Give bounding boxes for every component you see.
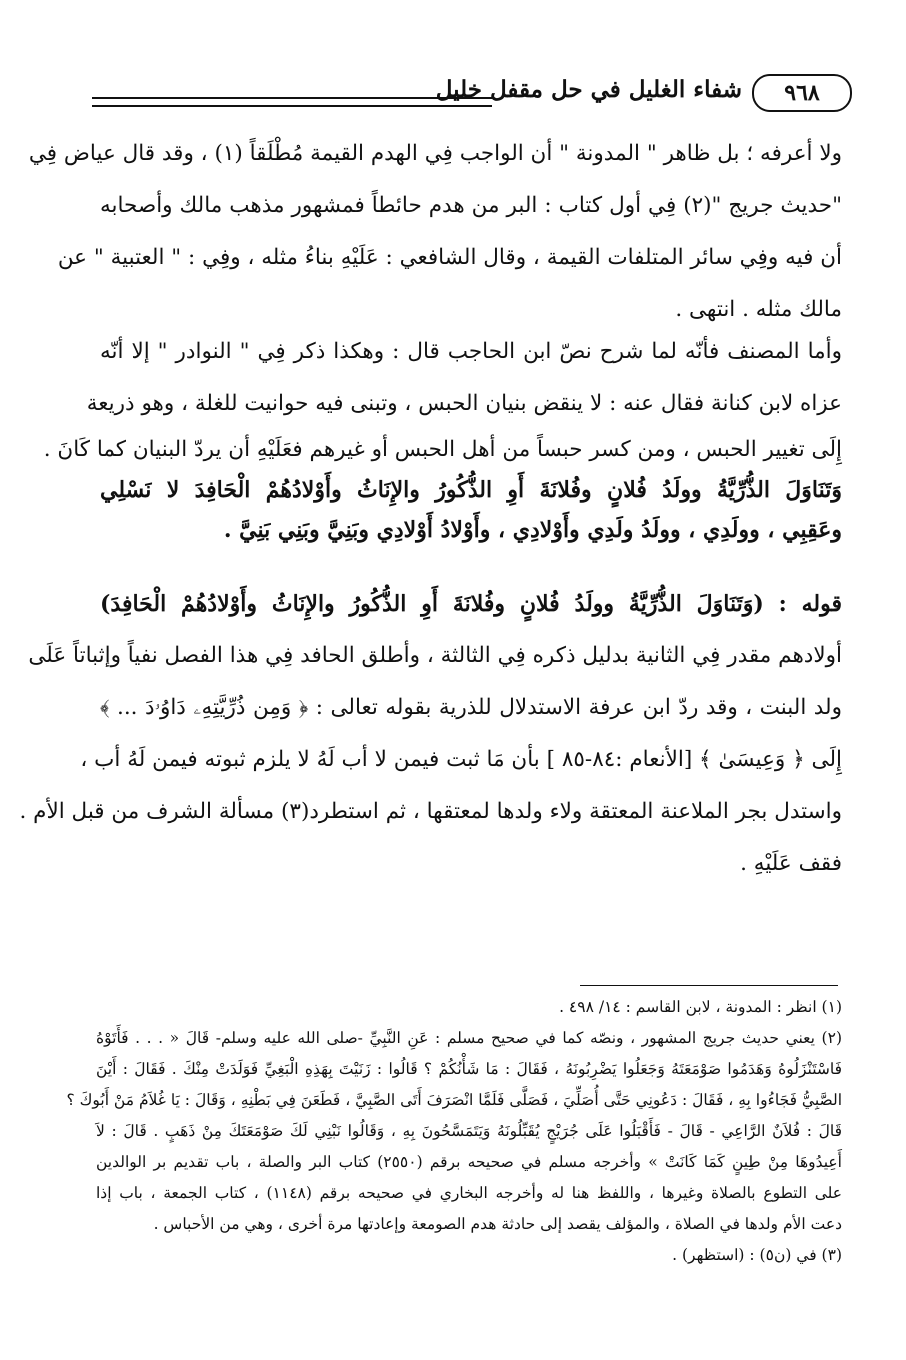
text-line: ولد البنت ، وقد ردّ ابن عرفة الاستدلال للذرية بقوله تعالى : ﴿ وَمِن ذُرِّيَّتِهِۦ دَاوُۥدَ ... ﴾ — [100, 695, 842, 720]
text-line: مالك مثله . انتهى . — [675, 297, 842, 322]
footnote-line: (٣) في (ن٥) : (استظهر) . — [672, 1246, 842, 1264]
text-line: ولا أعرفه ؛ بل ظاهر " المدونة " أن الواجب فِي الهدم القيمة مُطْلَقاً (١) ، وقد قال عياض فِي — [28, 141, 842, 166]
text-line: قوله : (وَتَنَاوَلَ الذُّرِّيَّةُ وولَدُ فُلانٍ وفُلانَةَ أَوِ الذُّكُورُ والإِنَاثُ وأَوْلادُهُمْ الْحَافِدَ) — [100, 591, 842, 617]
text-line: فقف عَلَيْهِ . — [740, 851, 842, 876]
paragraph-3 — [19, 578, 842, 890]
footnote-line: (١) انظر : المدونة ، لابن القاسم : ١٤/ ٤٩٨ . — [559, 998, 842, 1016]
text-line: أولادهم مقدر فِي الثانية بدليل ذكره فِي الثالثة ، وأطلق الحافد فِي هذا الفصل نفياً وإثباتاً عَلَى — [28, 643, 842, 668]
page-number-badge — [752, 74, 852, 112]
footnotes — [66, 992, 842, 1271]
header-rule — [92, 97, 492, 107]
text-line: إِلَى تغيير الحبس ، ومن كسر حبساً من أهل الحبس أو غيرهم فعَلَيْهِ أن يردّ البنيان كما كَانَ . — [43, 437, 842, 462]
footnote-rule — [580, 985, 838, 986]
text-line: إِلَى ﴿ وَعِيسَىٰ ﴾ [الأنعام :٨٤-٨٥ ] بأن مَا ثبت فيمن لا أب لَهُ لا يلزم ثبوته فيمن لَهُ أب ، — [80, 747, 842, 772]
paragraph-2 — [43, 326, 842, 550]
text-line: عزاه لابن كنانة فقال عنه : لا ينقض بنيان الحبس ، وتبنى فيه حوانيت للغلة ، وهو ذريعة — [86, 391, 842, 416]
text-line: "حديث جريج "(٢) فِي أول كتاب : البر من هدم حائطاً فمشهور مذهب مالك وأصحابه — [100, 193, 842, 218]
text-line: وأما المصنف فأنّه لما شرح نصّ ابن الحاجب قال : وهكذا ذكر فِي " النوادر " إلا أنّه — [100, 339, 842, 364]
paragraph-1 — [28, 128, 842, 336]
footnote-line: فَاسْتَنْزَلُوهُ وَهَدَمُوا صَوْمَعَتَهُ وَجَعَلُوا يَضْرِبُونَهُ ، فَقَالَ : مَا شَأْنُكُمْ ؟ قَالُوا : زَنَيْتَ بِهَذِهِ الْبَغِيِّ فَوَلَدَتْ مِنْكَ . فَقَالَ : أَيْنَ — [96, 1060, 842, 1078]
text-line: واستدل بجر الملاعنة المعتقة ولاء ولدها لمعتقها ، ثم استطرد(٣) مسألة الشرف من قبل الأم . — [19, 799, 842, 824]
footnote-line: (٢) يعني حديث جريج المشهور ، ونصّه كما في صحيح مسلم : عَنِ النَّبِيِّ -صلى الله عليه وسلم- قَالَ « . . . فَأَتَوْهُ — [96, 1029, 842, 1047]
text-line: أن فيه وفِي سائر المتلفات القيمة ، وقال الشافعي : عَلَيْهِ بناءُ مثله ، وفِي : " العتبية " عن — [57, 245, 842, 270]
footnote-line: الصَّبِيُّ فَجَاءُوا بِهِ ، فَقَالَ : دَعُونِي حَتَّى أُصَلِّيَ ، فَصَلَّى فَلَمَّا انْصَرَفَ أَتَى الصَّبِيَّ ، فَطَعَنَ فِي بَطْنِهِ ، وَقَالَ : يَا غُلاَمُ مَنْ أَبُوكَ ؟ — [66, 1091, 842, 1109]
page-number: ٩٦٨ — [784, 80, 820, 106]
footnote-line: قَالَ : فُلاَنٌ الرَّاعِي - قَالَ - فَأَقْبَلُوا عَلَى جُرَيْجٍ يُقَبِّلُونَهُ وَيَتَمَسَّحُونَ بِهِ ، وَقَالُوا نَبْنِي لَكَ صَوْمَعَتَكَ مِنْ ذَهَبٍ . قَالَ : لاَ — [96, 1122, 842, 1140]
footnote-line: على التطوع بالصلاة وغيرها ، واللفظ هنا له وأخرجه البخاري في صحيحه برقم (١١٤٨) ، كتاب الجمعة ، باب إذا — [96, 1184, 842, 1202]
matn-line: وَتَنَاوَلَ الذُّرِّيَّةُ وولَدُ فُلانٍ وفُلانَةَ أَوِ الذُّكُورُ والإِنَاثُ وأَوْلادُهُمْ الْحَافِدَ لا نَسْلِي — [100, 477, 842, 503]
book-title: شفاء الغليل في حل مقفل خليل — [435, 76, 742, 103]
footnote-line: أَعِيدُوهَا مِنْ طِينٍ كَمَا كَانَتْ » وأخرجه مسلم في صحيحه برقم (٢٥٥٠) كتاب البر والصلة ، باب تقديم بر الوالدين — [96, 1153, 842, 1171]
footnote-line: دعت الأم ولدها في الصلاة ، والمؤلف يقصد إلى حادثة هدم الصومعة وإعادتها مرة أخرى ، وهي من الأحباس . — [153, 1215, 842, 1233]
matn-line: وعَقِبِي ، وولَدِي ، وولَدُ ولَدِي وأَوْلادِي ، وأَوْلادُ أَوْلادِي وبَنِيَّ وبَنِي بَنِيَّ . — [223, 517, 842, 543]
page-header — [92, 70, 852, 116]
